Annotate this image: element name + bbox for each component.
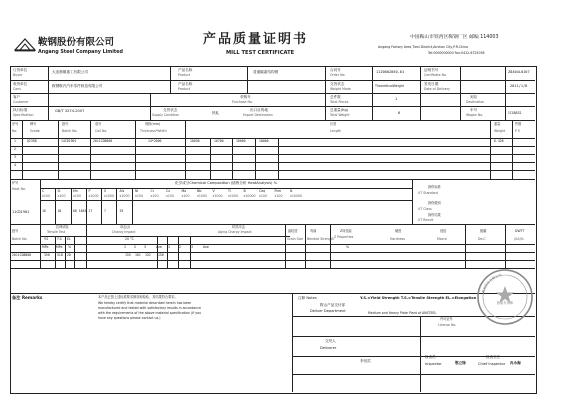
dest-label-cn: 到站 xyxy=(470,95,478,99)
cons-label-cn: 收货单位 xyxy=(13,82,28,86)
chem-value-c: 16 xyxy=(42,209,46,213)
chem-multiplier-als: x1000 xyxy=(119,194,130,198)
title-cn: 产品质量证明书 xyxy=(203,32,309,47)
grain-label-en: Grain Size xyxy=(287,237,304,241)
buyer-value: 大连鼎顺重工有限公司 xyxy=(52,70,88,74)
cons-label-en: Cons xyxy=(13,87,21,91)
size-header-grade-en: Grade xyxy=(30,129,40,133)
bend-label-cn: 弯曲 xyxy=(310,229,317,233)
weight-value: 6 xyxy=(398,111,401,115)
wagon-label-cn: 车号 xyxy=(470,108,478,112)
chem-multiplier-v: x1000 xyxy=(212,194,223,198)
size-row-thickness: 14*2000 xyxy=(148,139,162,143)
tensile-label-cn: 拉伸试验 xyxy=(56,225,69,229)
deliverer-label-cn: 交货人 xyxy=(325,339,336,343)
stamp-center-text: 检验专用章 xyxy=(497,301,513,305)
customer-label-cn: 客户 xyxy=(13,95,21,99)
z-label-en: Z Properties xyxy=(334,235,354,239)
size-header-thickness-en: Thickness*Width xyxy=(140,129,167,133)
chem-element-ni: Ni xyxy=(135,189,139,193)
z-label-cn: Z向性能 xyxy=(340,229,352,233)
chem-element-c: C xyxy=(42,189,45,193)
notes-label: 注释 Notes xyxy=(298,296,317,300)
size-row-length-2: 10700 xyxy=(214,139,224,143)
deliverer-label-en: Deliverer xyxy=(320,346,337,350)
ys-label: Y.S xyxy=(44,237,49,241)
impact-col-6: 3 xyxy=(191,245,194,249)
size-row-no-2: 2 xyxy=(14,147,17,151)
wagon-label-en: Wagon No. xyxy=(466,113,484,117)
chem-value-si: 18 xyxy=(57,209,62,213)
size-header-length-en: Length xyxy=(330,129,341,133)
chem-multiplier-b: x10000 xyxy=(243,194,256,198)
chem-element-cr: Cr xyxy=(150,189,155,193)
license-label-cn: 许可证号 xyxy=(440,317,453,321)
address-cn: 中国鞍山市铁西区鞍钢厂区 邮编 114003 xyxy=(410,35,499,40)
size-row-weight: 6.428 xyxy=(494,139,504,143)
chem-element-cu: Cu xyxy=(166,189,171,193)
dwtt-label-en: (SA)% xyxy=(514,237,524,241)
size-header-grade-cn: 牌号 xyxy=(30,122,37,126)
delivery-dept-en: Deliver Department xyxy=(310,309,346,313)
macro-label-cn: 低倍 xyxy=(440,229,447,233)
chem-element-mn: Mn xyxy=(73,189,78,193)
supply-value: 热轧 xyxy=(212,111,220,115)
size-header-no-cn: 序号 xyxy=(12,122,19,126)
company-name-cn: 鞍钢股份有限公司 xyxy=(38,37,115,48)
chem-element-p: P xyxy=(88,189,91,193)
mech-batch-label-en: Batch No. xyxy=(12,237,28,241)
mech-row-impact-3: 152 xyxy=(145,253,151,257)
cert-label-cn: 证明书号 xyxy=(424,68,439,72)
chem-multiplier-cr: x100 xyxy=(150,194,159,198)
export-label-cn: 出口目的地 xyxy=(250,108,268,112)
chem-element-als: Als xyxy=(119,189,125,193)
impact-label-en: Charpy Impact xyxy=(112,230,136,234)
purchase-label-cn: 采购号 xyxy=(240,95,251,99)
date-label-en: Date of Delivery xyxy=(424,87,450,91)
inspector-name: 鄂立锋 xyxy=(455,361,466,365)
mech-row-impact-1: 155 xyxy=(125,253,131,257)
chem-element-mo: Mo xyxy=(181,189,187,193)
chem-value-mn: 68 1861 xyxy=(73,209,87,213)
statement-en-2: manufactured and tested with satisfactory results in accordance xyxy=(98,306,201,310)
order-label-en: Order No. xyxy=(330,73,346,77)
remarks-label: 备注 Remarks xyxy=(12,295,43,300)
chem-element-v: V xyxy=(212,189,215,193)
date-value: 2011/1/8 xyxy=(510,84,528,88)
date-label-cn: 签发日期 xyxy=(424,82,439,86)
chem-element-b: B xyxy=(243,189,246,193)
chem-multiplier-pcm: x100 xyxy=(274,194,283,198)
size-header-batch-en: Batch No. xyxy=(62,129,78,133)
chief-name: 冉永淘 xyxy=(510,361,521,365)
weight-label-cn: 总重量(Kg) xyxy=(330,108,349,112)
weight-label-en: Total Weight xyxy=(330,113,350,117)
impact-col-4: 1 xyxy=(168,245,171,249)
chem-element-ceq: Ceq xyxy=(259,189,266,193)
chief-label-en: Chief Inspector xyxy=(478,362,506,366)
chem-multiplier-cu: x100 xyxy=(166,194,174,198)
mech-row-impact-2: 161 xyxy=(135,253,141,257)
hardness-label-en: Hardness xyxy=(390,237,405,241)
size-header-coil-cn: 卷号 xyxy=(95,122,102,126)
chem-multiplier-n: x10000 xyxy=(290,194,303,198)
buyer-label-en: Buyer xyxy=(13,73,23,77)
purchase-label-en: Purchase No. xyxy=(232,100,253,104)
inspector-label-cn: 检查员 xyxy=(425,355,436,359)
pieces-label-cn: 总件数 xyxy=(330,95,341,99)
chem-multiplier-p: x1000 xyxy=(88,194,99,198)
heat-label-cn: 炉号 xyxy=(12,181,19,185)
impact-col-3: Ave xyxy=(156,245,162,249)
certificate-frame xyxy=(10,66,537,394)
size-row-length-4: 10060 xyxy=(259,139,269,143)
angang-logo-icon xyxy=(14,37,36,53)
decarb-label-cn: 脱碳 xyxy=(480,229,487,233)
chem-multiplier-mo: x100 xyxy=(181,194,190,198)
mech-row-impact-ave: 156 xyxy=(158,253,164,257)
size-header-pieces-en: P S xyxy=(515,129,520,133)
ut-result-label-en: UT Result xyxy=(418,218,434,222)
chem-element-nb: Nb xyxy=(197,189,202,193)
supply-label-cn: 交货状态 xyxy=(163,108,178,112)
chief-label-cn: 检查主任 xyxy=(486,355,501,359)
size-row-no: 1 xyxy=(14,139,17,143)
grain-label-cn: 晶粒度 xyxy=(288,229,298,233)
inspection-stamp-icon xyxy=(476,268,534,326)
size-header-weight-en: Weight xyxy=(494,129,506,133)
product-label-en-2: Product xyxy=(178,87,191,91)
delivery-dept-cn: 鞍山产品交付部 xyxy=(320,303,346,307)
size-row-coil: 2011CD8800 xyxy=(93,139,113,143)
phone-line: Tel:0000000000 Fax:0412-6725036 xyxy=(428,51,485,55)
aging-label-cn: 时效冲击 xyxy=(232,225,245,229)
pieces-label-en: Total Pieces xyxy=(330,100,349,104)
pieces-value: 1 xyxy=(395,97,398,101)
statement-en-3: with the requirements of the above material specification (If you xyxy=(98,311,202,315)
cons-value: 鞍钢鞍汽汽车零件制造有限公司 xyxy=(52,84,103,88)
chem-element-s: S xyxy=(104,189,107,193)
size-row-length-3: 10060 xyxy=(236,139,246,143)
company-name-en: Angang Steel Company Limited xyxy=(38,50,123,55)
ts-unit: MPa xyxy=(56,245,63,249)
buyer-label-cn: 订货单位 xyxy=(13,68,28,72)
size-header-coil-en: Coil No. xyxy=(95,129,108,133)
ut-standard-label-cn: 探伤标准 xyxy=(428,185,441,189)
size-row-grade: Q235B xyxy=(27,139,37,143)
mech-row-ys: 350 xyxy=(44,253,50,257)
mech-row-ts: 518 xyxy=(57,253,63,257)
size-row-no-4: 4 xyxy=(14,163,17,167)
ys-unit: MPa xyxy=(42,245,49,249)
mech-row-el: 28 xyxy=(67,253,71,257)
stamp-top-text: 鞍钢股份有限公司 xyxy=(481,273,502,294)
dest-label-en: Destination xyxy=(466,100,485,104)
supply-label-en: Supply Condition xyxy=(152,113,180,117)
size-row-batch: 14CD1901 xyxy=(61,139,77,143)
statement-en-4: have any questions please contact us.) xyxy=(98,316,161,320)
macro-label-en: Macro xyxy=(437,237,447,241)
tensile-label-en: Tensile Test xyxy=(47,230,66,234)
cert-value: Z8404L0167 xyxy=(508,70,530,74)
mode-line: Medium and Heavy Plate Plant of ANSTEEL xyxy=(368,311,437,315)
chem-value-als: 29 xyxy=(119,209,124,213)
mech-batch-label-cn: 批号 xyxy=(12,229,19,233)
weight-mode-value: TheoreticalWeight xyxy=(375,84,404,88)
impact-label-cn: 冲击(J) xyxy=(120,225,130,229)
size-header-thickness-cn: 规格(mm) xyxy=(145,122,161,126)
chem-element-ti: Ti xyxy=(228,189,231,193)
size-header-no-en: No. xyxy=(12,129,18,133)
ut-result-label-cn: 探伤结果 xyxy=(428,213,441,217)
heat-label-en: Heat No. xyxy=(12,187,26,191)
chem-multiplier-ceq: x100 xyxy=(259,194,267,198)
el-label: EL xyxy=(67,237,71,241)
license-label-en: License No. xyxy=(438,323,457,327)
mech-row-batch: 2011CD8800 xyxy=(12,253,32,257)
size-header-weight-cn: 重量 xyxy=(494,122,501,126)
ut-class-label-cn: 探伤级别 xyxy=(428,201,441,205)
statement-cn: 本产品已按上述标准要求制造和检验，其结果符合要求。 xyxy=(98,295,178,299)
el-unit: % xyxy=(68,245,72,249)
title-en: MILL TEST CERTIFICATE xyxy=(226,50,295,56)
chem-title: 化学成分Chemical Composition (熔炼分析 HeatAnalysis) % xyxy=(175,181,277,185)
product-value: 普通碳素结构钢 xyxy=(253,70,279,74)
customer-label-en: Customer xyxy=(13,100,29,104)
chem-element-n: N xyxy=(290,189,293,193)
contact-line: Angang Factory Area,Tiexi District,Anshan City,P.R.China xyxy=(378,45,468,49)
size-header-batch-cn: 批号 xyxy=(62,122,69,126)
order-label-cn: 合同号 xyxy=(330,68,341,72)
ut-class-label-en: UT Class xyxy=(418,207,432,211)
impact-col-0: 1 xyxy=(124,245,127,249)
cert-label-en: Certificate No. xyxy=(424,73,447,77)
svg-text:鞍钢股份有限公司 xyxy=(480,272,502,293)
impact-col-1: 2 xyxy=(134,245,137,249)
size-header-pieces-cn: 件数 xyxy=(515,122,522,126)
z-unit: % xyxy=(346,245,350,249)
impact-temp: 20 °C xyxy=(125,237,134,241)
product-label-cn: 产品名称 xyxy=(178,68,193,72)
spec-value: GB/T 3274-2007 xyxy=(55,109,85,113)
ut-standard-label-en: UT Standard xyxy=(418,191,438,195)
export-label-en: Export Destination xyxy=(243,113,273,117)
chem-multiplier-nb: x1000 xyxy=(197,194,207,198)
order-value: 1120002850-01 xyxy=(376,70,405,74)
heat-value: 11CD1901 xyxy=(12,210,30,214)
size-row-length-1: 10030 xyxy=(190,139,200,143)
product-label-cn-2: 产品名称 xyxy=(178,82,193,86)
impact-col-5: 2 xyxy=(179,245,182,249)
spec-label-cn: 执行标准 xyxy=(13,108,28,112)
chem-multiplier-ti: x1000 xyxy=(228,194,238,198)
product-label-en: Product xyxy=(178,73,191,77)
ts-label: T.S xyxy=(57,237,62,241)
wagon-value: ICGAR32 xyxy=(508,111,522,115)
bend-label-en: Bended Strength xyxy=(307,237,334,241)
weight-mode-label-en: Weight Mode xyxy=(330,87,351,91)
hardness-label-cn: 硬度 xyxy=(395,229,402,233)
spec-label-en: Specification xyxy=(13,113,34,117)
statement-en-1: We hereby certify that material described herein has been xyxy=(98,301,192,305)
chem-element-pcm: Pcm xyxy=(274,189,282,193)
size-header-length-cn: 长度 xyxy=(330,122,337,126)
chem-multiplier-mn: x100 xyxy=(73,194,81,198)
weight-mode-label-cn: 交货状态 xyxy=(330,82,345,86)
aging-label-en: Aging Charpy Impact xyxy=(218,230,252,234)
deliverer-name: 李世武 xyxy=(360,359,371,363)
dwtt-label-cn: DWTT xyxy=(515,229,525,233)
chem-multiplier-si: x100 xyxy=(57,194,66,198)
chem-element-si: Si xyxy=(57,189,61,193)
chem-value-s: 7 xyxy=(104,209,106,213)
chem-value-p: 17 xyxy=(88,209,93,213)
size-row-no-3: 3 xyxy=(14,155,17,159)
chem-multiplier-s: x1000 xyxy=(104,194,114,198)
chem-multiplier-ni: x100 xyxy=(135,194,143,198)
impact-col-2: 3 xyxy=(144,245,147,249)
decarb-label-en: De.C xyxy=(478,237,486,241)
inspector-label-en: Inspector xyxy=(425,362,442,366)
impact-col-7: Ave xyxy=(203,245,209,249)
notes-value: Y.S.=Yield Strength T.S.=Tensile Strength EL.=Elongation xyxy=(360,296,477,300)
chem-multiplier-c: x100 xyxy=(42,194,50,198)
